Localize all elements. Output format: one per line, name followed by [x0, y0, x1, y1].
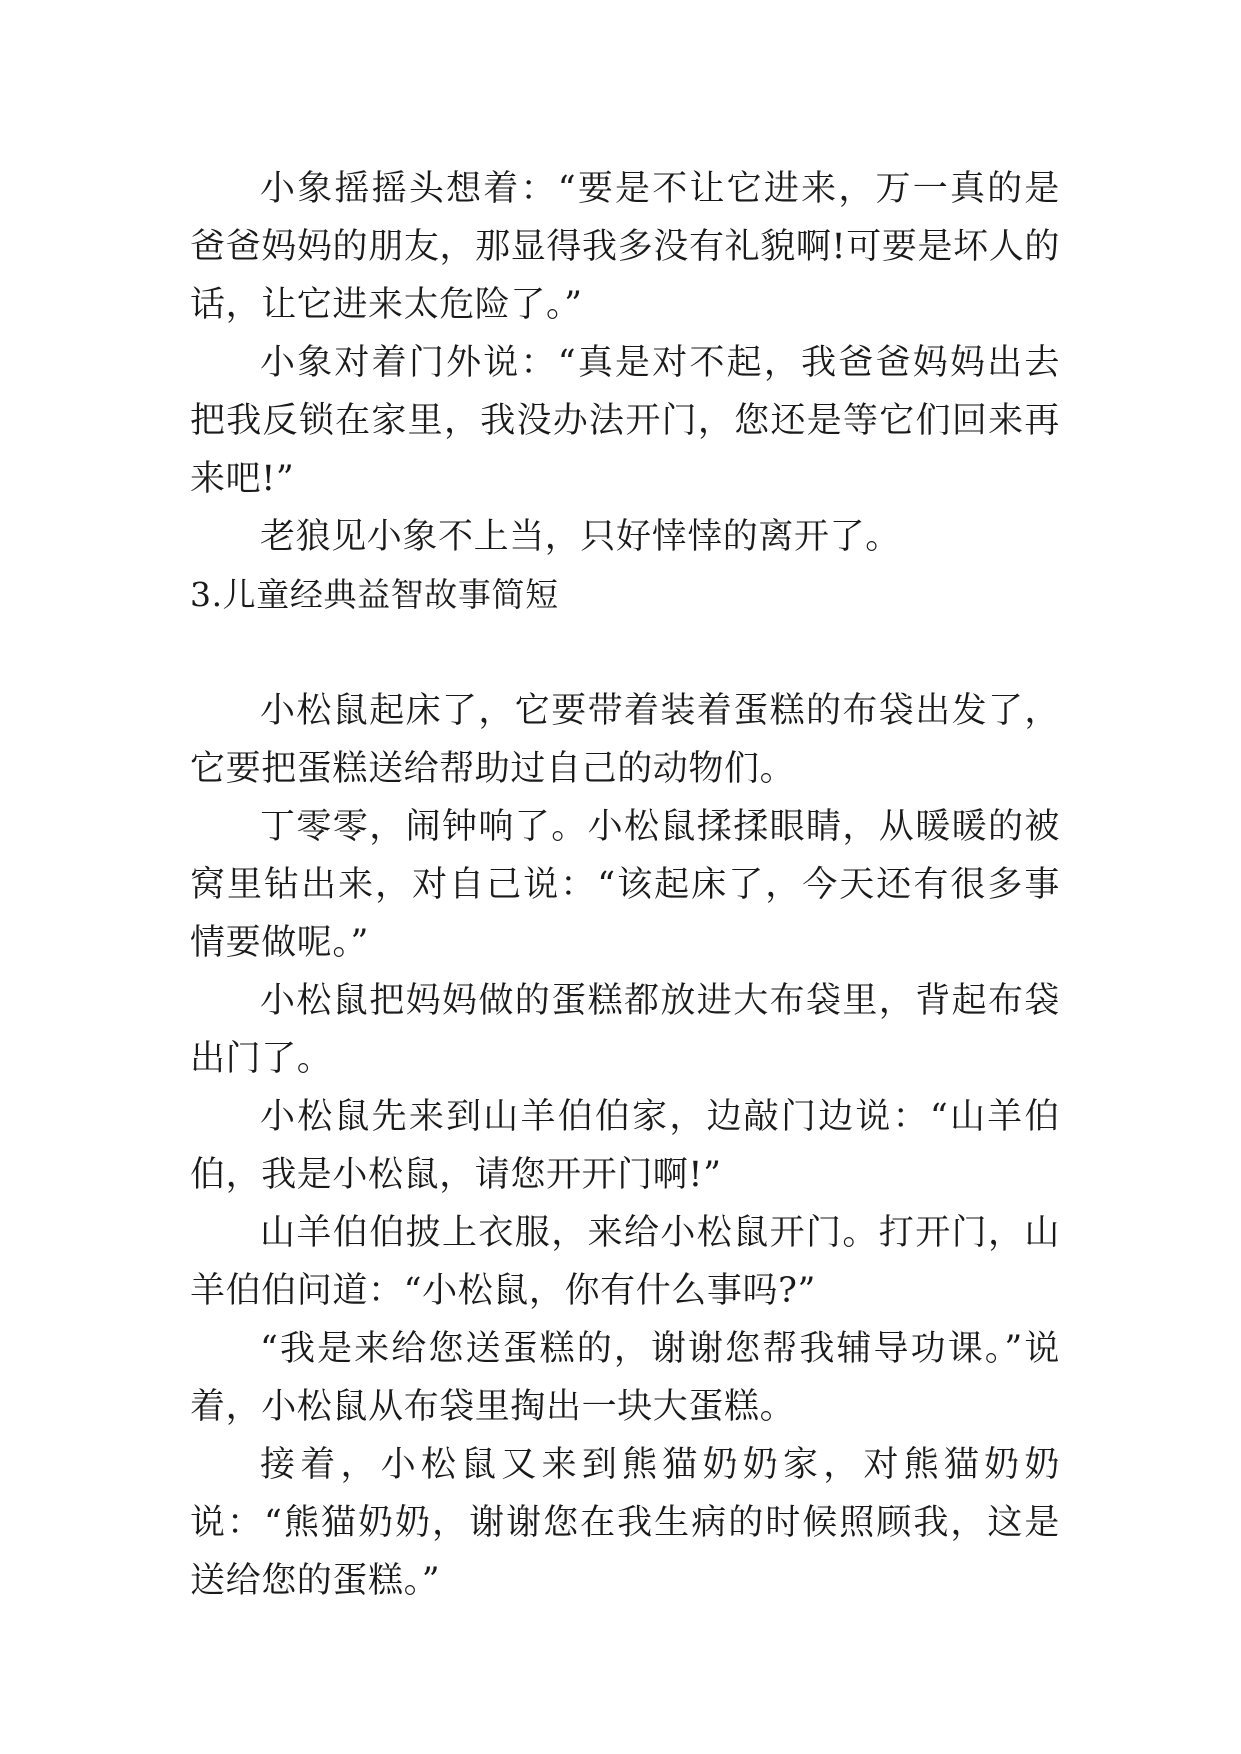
paragraph-alarm-clock: 丁零零，闹钟响了。小松鼠揉揉眼睛，从暖暖的被窝里钻出来，对自己说：“该起床了，今天还有很多事情要做呢。”	[190, 807, 1060, 963]
paragraph-wolf-leaves: 老狼见小象不上当，只好悻悻的离开了。	[260, 517, 901, 557]
paragraph-panda-grandma: 接着，小松鼠又来到熊猫奶奶家，对熊猫奶奶说：“熊猫奶奶，谢谢您在我生病的时候照顾我，这是送给您的蛋糕。”	[190, 1445, 1060, 1601]
paragraph-packs-cakes: 小松鼠把妈妈做的蛋糕都放进大布袋里，背起布袋出门了。	[190, 981, 1060, 1079]
section-spacer	[190, 624, 1060, 682]
document-body	[190, 160, 1060, 1610]
paragraph-squirrel-wakes: 小松鼠起床了，它要带着装着蛋糕的布袋出发了，它要把蛋糕送给帮助过自己的动物们。	[190, 691, 1060, 789]
paragraph-goat-door: 小松鼠先来到山羊伯伯家，边敲门边说：“山羊伯伯，我是小松鼠，请您开开门啊!”	[190, 1097, 1060, 1195]
paragraph-elephant-reply: 小象对着门外说：“真是对不起，我爸爸妈妈出去把我反锁在家里，我没办法开门，您还是等它们回来再来吧!”	[190, 343, 1060, 499]
paragraph-gives-cake: “我是来给您送蛋糕的，谢谢您帮我辅导功课。”说着，小松鼠从布袋里掏出一块大蛋糕。	[190, 1329, 1060, 1427]
section-heading: 3.儿童经典益智故事简短	[190, 575, 559, 614]
paragraph-elephant-thinking: 小象摇摇头想着：“要是不让它进来，万一真的是爸爸妈妈的朋友，那显得我多没有礼貌啊!可要是坏人的话，让它进来太危险了。”	[190, 169, 1060, 325]
paragraph-goat-opens: 山羊伯伯披上衣服，来给小松鼠开门。打开门，山羊伯伯问道：“小松鼠，你有什么事吗?”	[190, 1213, 1060, 1311]
